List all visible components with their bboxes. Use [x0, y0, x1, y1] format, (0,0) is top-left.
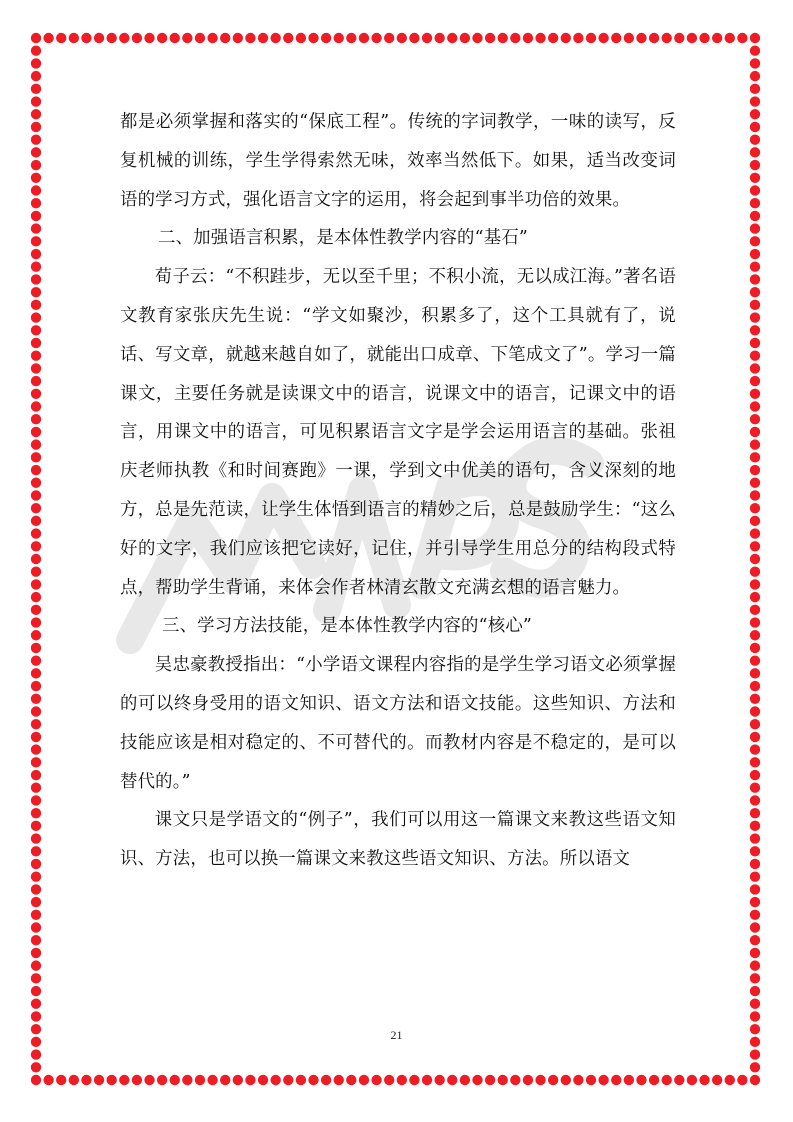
border-dot-left [31, 490, 41, 500]
border-dot-left [31, 338, 41, 348]
border-dot-bottom [157, 1075, 167, 1085]
border-dot-left [31, 376, 41, 386]
border-dot-top [56, 33, 66, 43]
border-dot-top [523, 33, 533, 43]
border-dot-left [31, 223, 41, 233]
border-dot-left [31, 122, 41, 132]
border-dot-left [31, 567, 41, 577]
border-dot-bottom [69, 1075, 79, 1085]
border-dot-left [31, 922, 41, 932]
border-dot-top [43, 33, 53, 43]
border-dot-bottom [43, 1075, 53, 1085]
border-dot-top [233, 33, 243, 43]
border-dot-bottom [81, 1075, 91, 1085]
border-dot-left [31, 363, 41, 373]
border-dot-top [346, 33, 356, 43]
border-dot-right [750, 859, 760, 869]
border-dot-top [687, 33, 697, 43]
border-dot-right [750, 84, 760, 94]
border-dot-top [586, 33, 596, 43]
border-dot-bottom [384, 1075, 394, 1085]
border-dot-right [750, 999, 760, 1009]
border-dot-left [31, 617, 41, 627]
border-dot-right [750, 96, 760, 106]
border-dot-left [31, 185, 41, 195]
border-dot-right [750, 312, 760, 322]
border-dot-top [69, 33, 79, 43]
border-dot-top [94, 33, 104, 43]
border-dot-left [31, 287, 41, 297]
border-dot-bottom [195, 1075, 205, 1085]
border-dot-top [662, 33, 672, 43]
border-dot-top [573, 33, 583, 43]
border-dot-bottom [245, 1075, 255, 1085]
paragraph-wu-zhonghao: 吴忠豪教授指出：“小学语文课程内容指的是学生学习语文必须掌握的可以终身受用的语文知识、语文方法和语文技能。这些知识、方法和技能应该是相对稳定的、不可替代的。而教材内容是不稳定的，是可以替代的。” [120, 655, 676, 792]
border-dot-top [371, 33, 381, 43]
border-dot-left [31, 109, 41, 119]
document-body [120, 103, 676, 879]
border-dot-left [31, 630, 41, 640]
border-dot-left [31, 808, 41, 818]
border-dot-left [31, 605, 41, 615]
border-dot-bottom [649, 1075, 659, 1085]
border-dot-bottom [598, 1075, 608, 1085]
border-dot-bottom [321, 1075, 331, 1085]
border-dot-bottom [334, 1075, 344, 1085]
border-dot-top [119, 33, 129, 43]
border-dot-bottom [434, 1075, 444, 1085]
border-dot-right [750, 452, 760, 462]
border-dot-right [750, 478, 760, 488]
border-dot-top [359, 33, 369, 43]
border-dot-right [750, 427, 760, 437]
paragraph-xunzi-quote: 荀子云：“不积跬步，无以至千里；不积小流，无以成江海。”著名语文教育家张庆先生说：“学文如聚沙，积累多了，这个工具就有了，说话、写文章，就越来越自如了，就能出口成章、下笔成文了”。学习一篇课文，主要任务就是读课文中的语言，说课文中的语言，记课文中的语言，用课文中的语言，可见积累语言文字是学会运用语言的基础。张祖庆老师执教《和时间赛跑》一课，学到文中优美的语句，含义深刻的地方，总是先范读，让学生体悟到语言的精妙之后，总是鼓励学生：“这么好的文字，我们应该把它读好，记住，并引导学生用总分的结构段式特点，帮助学生背诵，来体会作者林清玄散文充满玄想的语言魅力。 [120, 267, 676, 598]
border-dot-top [725, 33, 735, 43]
border-dot-bottom [346, 1075, 356, 1085]
border-dot-left [31, 681, 41, 691]
border-dot-left [31, 414, 41, 424]
border-dot-right [750, 770, 760, 780]
border-dot-bottom [409, 1075, 419, 1085]
border-dot-left [31, 859, 41, 869]
border-dot-left [31, 198, 41, 208]
border-dot-right [750, 465, 760, 475]
border-dot-right [750, 236, 760, 246]
border-dot-bottom [662, 1075, 672, 1085]
border-dot-bottom [737, 1075, 747, 1085]
border-dot-left [31, 236, 41, 246]
border-dot-top [649, 33, 659, 43]
border-dot-left [31, 262, 41, 272]
paragraph-continuation: 都是必须掌握和落实的“保底工程”。传统的字词教学，一味的读写，反复机械的训练，学生学得索然无味，效率当然低下。如果，适当改变词语的学习方式，强化语言文字的运用，将会起到事半功倍的效果。 [120, 112, 676, 210]
border-dot-left [31, 592, 41, 602]
border-dot-right [750, 185, 760, 195]
border-dot-bottom [561, 1075, 571, 1085]
border-dot-right [750, 490, 760, 500]
border-dot-left [31, 312, 41, 322]
section-heading-3: 三、学习方法技能，是本体性教学内容的“核心” [162, 616, 532, 637]
border-dot-bottom [397, 1075, 407, 1085]
border-dot-left [31, 439, 41, 449]
border-dot-right [750, 274, 760, 284]
border-dot-right [750, 249, 760, 259]
border-dot-left [31, 1011, 41, 1021]
border-dot-bottom [460, 1075, 470, 1085]
border-dot-left [31, 452, 41, 462]
border-dot-bottom [548, 1075, 558, 1085]
border-dot-bottom [674, 1075, 684, 1085]
border-dot-right [750, 948, 760, 958]
border-dot-right [750, 147, 760, 157]
border-dot-bottom [144, 1075, 154, 1085]
border-dot-top [624, 33, 634, 43]
border-dot-bottom [258, 1075, 268, 1085]
border-dot-top [384, 33, 394, 43]
border-dot-right [750, 350, 760, 360]
border-dot-bottom [510, 1075, 520, 1085]
border-dot-right [750, 617, 760, 627]
border-dot-top [598, 33, 608, 43]
border-dot-top [245, 33, 255, 43]
border-dot-right [750, 325, 760, 335]
border-dot-bottom [636, 1075, 646, 1085]
border-dot-left [31, 871, 41, 881]
border-dot-right [750, 744, 760, 754]
border-dot-bottom [586, 1075, 596, 1085]
border-dot-right [750, 935, 760, 945]
border-dot-bottom [535, 1075, 545, 1085]
border-dot-left [31, 1049, 41, 1059]
border-dot-left [31, 999, 41, 1009]
border-dot-top [409, 33, 419, 43]
border-dot-left [31, 134, 41, 144]
border-dot-top [561, 33, 571, 43]
border-dot-bottom [611, 1075, 621, 1085]
border-dot-top [308, 33, 318, 43]
border-dot-right [750, 262, 760, 272]
border-dot-top [81, 33, 91, 43]
border-dot-bottom [371, 1075, 381, 1085]
border-dot-left [31, 503, 41, 513]
border-dot-top [296, 33, 306, 43]
border-dot-top [498, 33, 508, 43]
border-dot-top [472, 33, 482, 43]
border-dot-bottom [220, 1075, 230, 1085]
border-dot-top [132, 33, 142, 43]
border-dot-left [31, 173, 41, 183]
border-dot-left [31, 973, 41, 983]
border-dot-right [750, 58, 760, 68]
border-dot-top [447, 33, 457, 43]
border-dot-right [750, 46, 760, 56]
border-dot-right [750, 592, 760, 602]
border-dot-bottom [170, 1075, 180, 1085]
border-dot-right [750, 643, 760, 653]
border-dot-left [31, 96, 41, 106]
border-dot-bottom [106, 1075, 116, 1085]
border-dot-left [31, 579, 41, 589]
border-dot-top [548, 33, 558, 43]
border-dot-top [636, 33, 646, 43]
border-dot-right [750, 414, 760, 424]
border-dot-right [750, 160, 760, 170]
border-dot-right [750, 630, 760, 640]
border-dot-right [750, 897, 760, 907]
border-dot-bottom [523, 1075, 533, 1085]
border-dot-right [750, 198, 760, 208]
border-dot-left [31, 655, 41, 665]
border-dot-right [750, 71, 760, 81]
border-dot-right [750, 795, 760, 805]
border-dot-left [31, 986, 41, 996]
border-dot-left [31, 910, 41, 920]
border-dot-bottom [699, 1075, 709, 1085]
border-dot-right [750, 960, 760, 970]
border-dot-left [31, 401, 41, 411]
border-dot-bottom [308, 1075, 318, 1085]
section-heading-2: 二、加强语言积累，是本体性教学内容的“基石” [158, 228, 528, 249]
border-dot-top [485, 33, 495, 43]
border-dot-right [750, 528, 760, 538]
border-dot-right [750, 211, 760, 221]
border-dot-right [750, 516, 760, 526]
border-dot-top [195, 33, 205, 43]
border-dot-left [31, 783, 41, 793]
border-dot-left [31, 744, 41, 754]
border-dot-left [31, 389, 41, 399]
border-dot-top [535, 33, 545, 43]
border-dot-right [750, 554, 760, 564]
border-dot-right [750, 338, 760, 348]
border-dot-left [31, 541, 41, 551]
border-dot-top [258, 33, 268, 43]
border-dot-left [31, 160, 41, 170]
border-dot-right [750, 922, 760, 932]
border-dot-right [750, 173, 760, 183]
border-dot-left [31, 274, 41, 284]
border-dot-right [750, 871, 760, 881]
border-dot-right [750, 655, 760, 665]
border-dot-bottom [132, 1075, 142, 1085]
border-dot-left [31, 1062, 41, 1072]
border-dot-top [220, 33, 230, 43]
border-dot-top [283, 33, 293, 43]
border-dot-right [750, 541, 760, 551]
page-number: 21 [390, 1028, 403, 1042]
border-dot-top [157, 33, 167, 43]
border-dot-left [31, 46, 41, 56]
border-dot-bottom [56, 1075, 66, 1085]
border-dot-top [737, 33, 747, 43]
border-dot-left [31, 668, 41, 678]
border-dot-right [750, 910, 760, 920]
border-dot-right [750, 109, 760, 119]
border-dot-bottom [94, 1075, 104, 1085]
border-dot-right [750, 1049, 760, 1059]
border-dot-right [750, 706, 760, 716]
border-dot-top [334, 33, 344, 43]
border-dot-right [750, 833, 760, 843]
border-dot-bottom [485, 1075, 495, 1085]
border-dot-top [434, 33, 444, 43]
border-dot-bottom [283, 1075, 293, 1085]
border-dot-right [750, 300, 760, 310]
border-dot-left [31, 427, 41, 437]
border-dot-left [31, 249, 41, 259]
border-dot-right [750, 401, 760, 411]
border-dot-bottom [573, 1075, 583, 1085]
border-dot-top [699, 33, 709, 43]
border-dot-bottom [687, 1075, 697, 1085]
border-dot-left [31, 147, 41, 157]
border-dot-right [750, 808, 760, 818]
border-dot-top [510, 33, 520, 43]
border-dot-right [750, 287, 760, 297]
border-dot-top [106, 33, 116, 43]
border-dot-left [31, 528, 41, 538]
border-dot-top [397, 33, 407, 43]
border-dot-left [31, 935, 41, 945]
border-dot-left [31, 821, 41, 831]
border-dot-bottom [422, 1075, 432, 1085]
border-dot-right [750, 694, 760, 704]
border-dot-left [31, 350, 41, 360]
border-dot-top [750, 33, 760, 43]
border-dot-top [170, 33, 180, 43]
border-dot-top [144, 33, 154, 43]
border-dot-bottom [182, 1075, 192, 1085]
border-dot-left [31, 211, 41, 221]
border-dot-top [422, 33, 432, 43]
border-dot-left [31, 300, 41, 310]
border-dot-right [750, 579, 760, 589]
border-dot-left [31, 846, 41, 856]
border-dot-left [31, 897, 41, 907]
border-dot-left [31, 706, 41, 716]
border-dot-left [31, 833, 41, 843]
border-dot-top [31, 33, 41, 43]
border-dot-bottom [472, 1075, 482, 1085]
border-dot-bottom [119, 1075, 129, 1085]
border-dot-bottom [498, 1075, 508, 1085]
border-dot-bottom [207, 1075, 217, 1085]
border-dot-right [750, 605, 760, 615]
border-dot-top [321, 33, 331, 43]
border-dot-left [31, 732, 41, 742]
border-dot-left [31, 84, 41, 94]
border-dot-top [182, 33, 192, 43]
border-dot-right [750, 719, 760, 729]
border-dot-bottom [712, 1075, 722, 1085]
border-dot-right [750, 1011, 760, 1021]
border-dot-bottom [447, 1075, 457, 1085]
border-dot-right [750, 783, 760, 793]
border-dot-bottom [270, 1075, 280, 1085]
border-dot-left [31, 948, 41, 958]
border-dot-top [207, 33, 217, 43]
border-dot-bottom [750, 1075, 760, 1085]
border-dot-right [750, 732, 760, 742]
border-dot-left [31, 643, 41, 653]
border-dot-top [674, 33, 684, 43]
border-dot-right [750, 681, 760, 691]
border-dot-right [750, 389, 760, 399]
border-dot-left [31, 71, 41, 81]
border-dot-left [31, 694, 41, 704]
border-dot-right [750, 986, 760, 996]
border-dot-right [750, 134, 760, 144]
border-dot-bottom [296, 1075, 306, 1085]
border-dot-right [750, 503, 760, 513]
border-dot-right [750, 1062, 760, 1072]
border-dot-left [31, 719, 41, 729]
border-dot-top [460, 33, 470, 43]
border-dot-bottom [359, 1075, 369, 1085]
border-dot-left [31, 325, 41, 335]
border-dot-bottom [233, 1075, 243, 1085]
border-dot-left [31, 554, 41, 564]
border-dot-right [750, 567, 760, 577]
border-dot-bottom [624, 1075, 634, 1085]
border-dot-left [31, 884, 41, 894]
border-dot-left [31, 58, 41, 68]
border-dot-left [31, 478, 41, 488]
border-dot-right [750, 376, 760, 386]
border-dot-right [750, 846, 760, 856]
border-dot-left [31, 770, 41, 780]
border-dot-right [750, 757, 760, 767]
paragraph-text-as-example: 课文只是学语文的“例子”，我们可以用这一篇课文来教这些语文知识、方法，也可以换一篇课文来教这些语文知识、方法。所以语文 [120, 810, 676, 870]
border-dot-top [611, 33, 621, 43]
border-dot-right [750, 122, 760, 132]
border-dot-right [750, 668, 760, 678]
border-dot-bottom [31, 1075, 41, 1085]
border-dot-right [750, 884, 760, 894]
border-dot-left [31, 465, 41, 475]
border-dot-right [750, 363, 760, 373]
border-dot-right [750, 439, 760, 449]
border-dot-top [270, 33, 280, 43]
border-dot-right [750, 973, 760, 983]
border-dot-left [31, 516, 41, 526]
border-dot-right [750, 821, 760, 831]
border-dot-top [712, 33, 722, 43]
border-dot-right [750, 223, 760, 233]
border-dot-left [31, 795, 41, 805]
border-dot-bottom [725, 1075, 735, 1085]
border-dot-left [31, 960, 41, 970]
border-dot-left [31, 757, 41, 767]
